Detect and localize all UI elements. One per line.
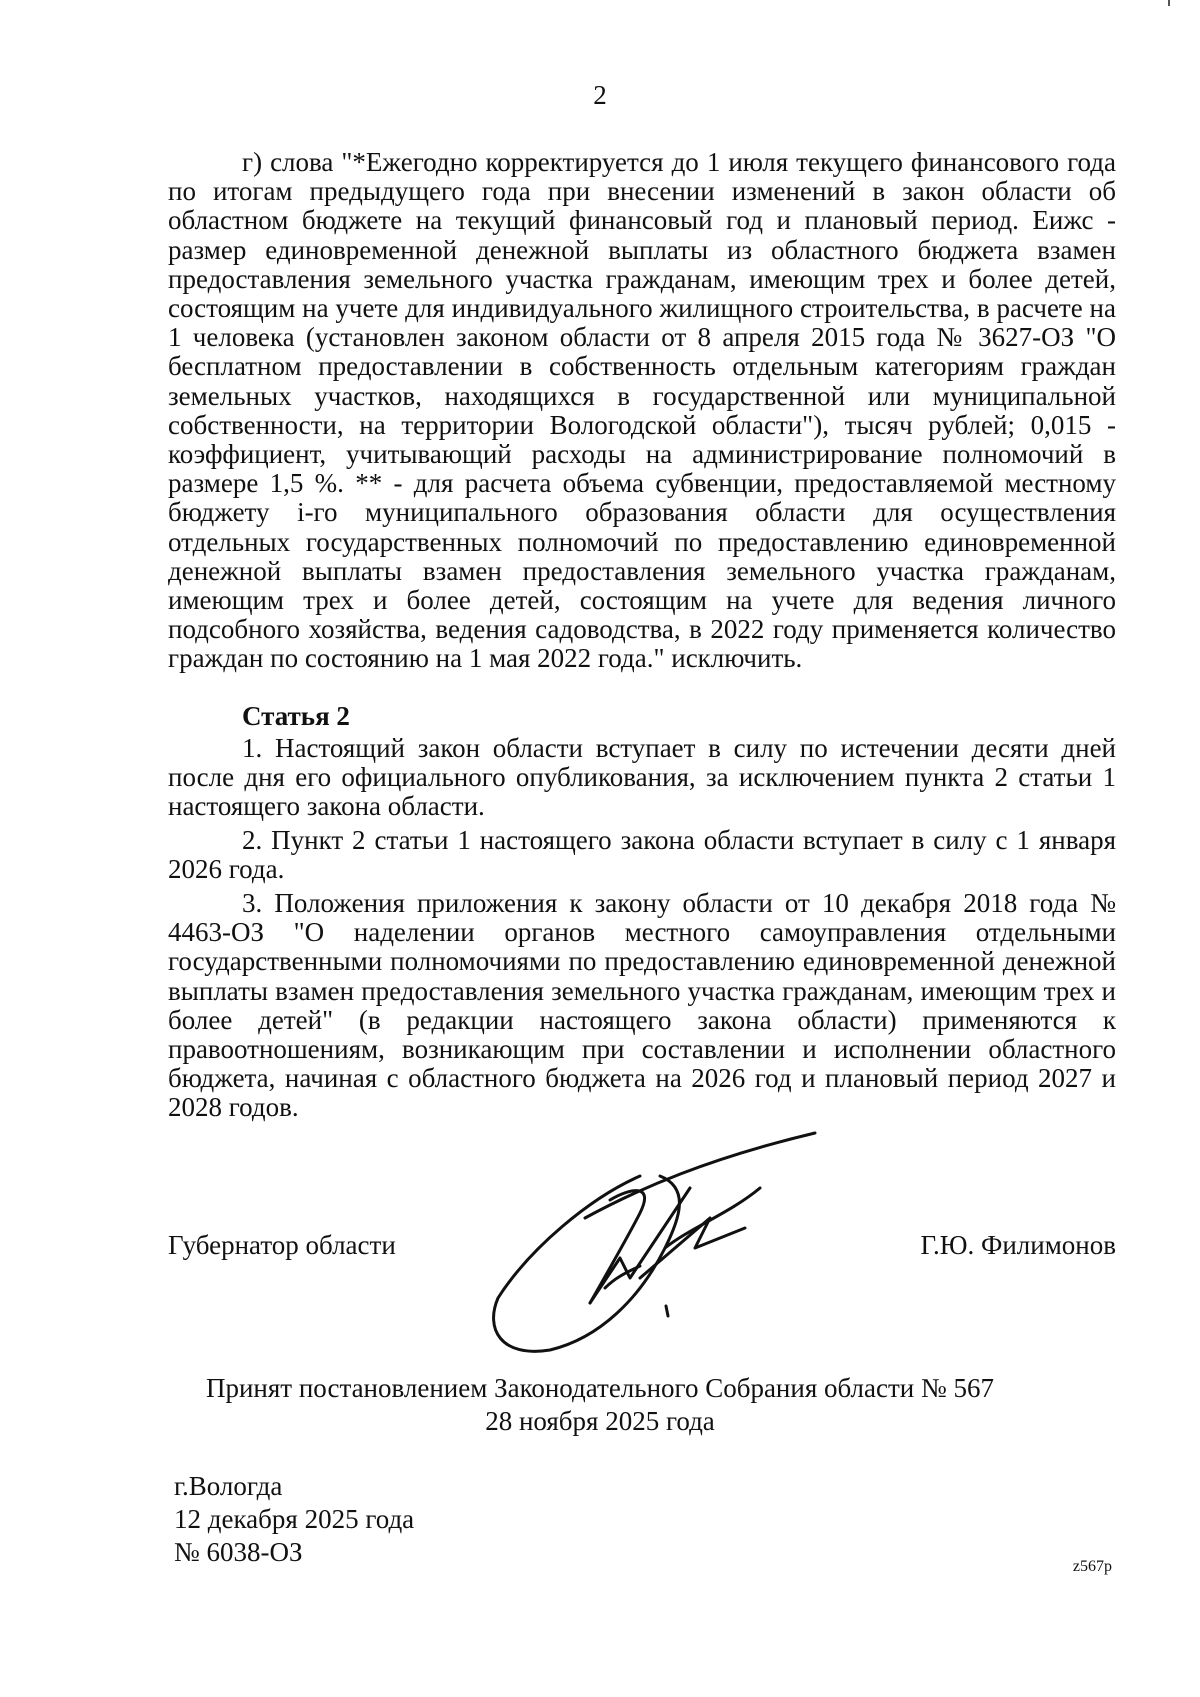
article-2-item-2: 2. Пункт 2 статьи 1 настоящего закона области вступает в силу с 1 января 2026 года. [168, 825, 1116, 885]
scan-edge-mark [1168, 0, 1170, 6]
signatory-name: Г.Ю. Филимонов [920, 1230, 1116, 1260]
place-date-number [174, 1470, 414, 1569]
adoption-date: 28 ноября 2025 года [485, 1406, 715, 1436]
article-2-title: Статья 2 [242, 701, 350, 731]
document-code: z567p [1072, 1558, 1112, 1575]
adoption-line: Принят постановлением Законодательного Собрания области № 567 [205, 1373, 995, 1403]
signing-date: 12 декабря 2025 года [174, 1504, 415, 1534]
handwritten-signature [490, 1128, 820, 1368]
law-number: № 6038-ОЗ [174, 1537, 303, 1567]
article-2-item-1: 1. Настоящий закон области вступает в силу по истечении десяти дней после дня его официального опубликования, за исключением пункта 2 статьи 1 настоящего закона области. [168, 733, 1116, 822]
signatory-position: Губернатор области [168, 1230, 396, 1260]
adoption-note [0, 1372, 1200, 1438]
place-city: г.Вологда [174, 1471, 283, 1501]
page-number: 2 [593, 80, 607, 110]
paragraph-amendment-g: г) слова "*Ежегодно корректируется до 1 июля текущего финансового года по итогам предыдущего года при внесении изменений в закон области об областном бюджете на текущий финансовый год и плановый период. Еижс - размер единовременной денежной выплаты из областного бюджета взамен предоставления земельного участка гражданам, имеющим трех и более детей, состоящим на учете для индивидуального жилищного строительства, в расчете на 1 человека (установлен законом области от 8 апреля 2015 года № 3627-ОЗ "О бесплатном предоставлении в собственность отдельным категориям граждан земельных участков, находящихся в государственной или муниципальной собственности, на территории Вологодской области"), тысяч рублей; 0,015 - коэффициент, учитывающий расходы на администрирование полномочий в размере 1,5 %. ** - для расчета объема субвенции, предоставляемой местному бюджету i-го муниципального образования области для осуществления отдельных государственных полномочий по предоставлению единовременной денежной выплаты взамен предоставления земельного участка гражданам, имеющим трех и более детей, состоящим на учете для ведения личного подсобного хозяйства, ведения садоводства, в 2022 году применяется количество граждан по состоянию на 1 мая 2022 года." исключить. [168, 147, 1116, 674]
article-2-item-3: 3. Положения приложения к закону области от 10 декабря 2018 года № 4463-ОЗ "О наделении органов местного самоуправления отдельными государственными полномочиями по предоставлению единовременной денежной выплаты взамен предоставления земельного участка гражданам, имеющим трех и более детей" (в редакции настоящего закона области) применяются к правоотношениям, возникающим при составлении и исполнении областного бюджета, начиная с областного бюджета на 2026 год и плановый период 2027 и 2028 годов. [168, 888, 1116, 1123]
